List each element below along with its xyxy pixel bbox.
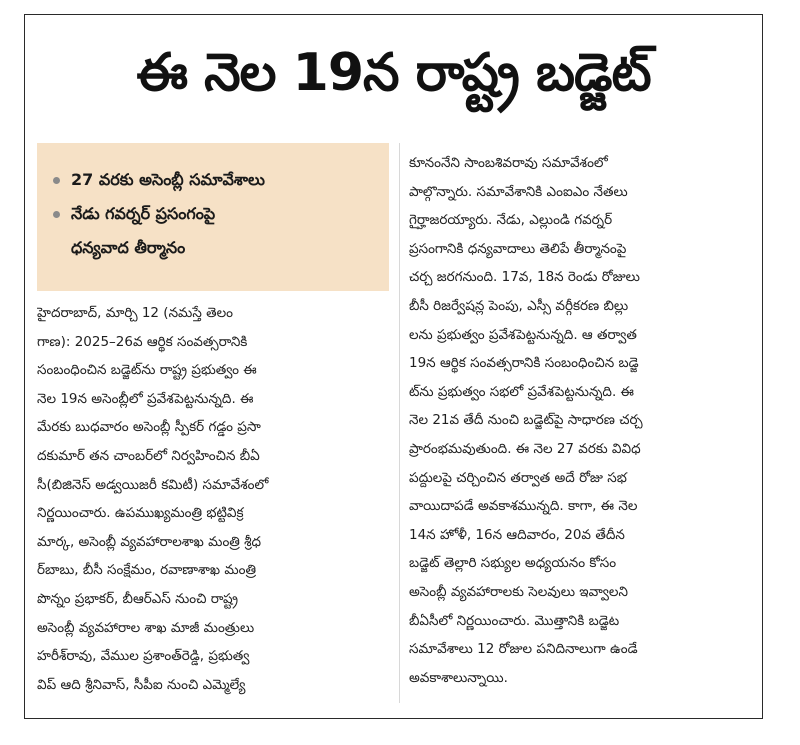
highlight-text: ధన్యవాద తీర్మానం [71, 238, 186, 257]
body-line: సీ(బిజినెస్ అడ్వయిజరీ కమిటీ) సమావేశంలో [37, 476, 269, 493]
body-line: ర్‌బాబు, బీసీ సంక్షేమం, రవాణాశాఖ మంత్రి [37, 562, 257, 579]
body-line: విప్ ఆది శ్రీనివాస్, సీపీఐ నుంచి ఎమ్మెల్యే [37, 676, 246, 693]
body-line: 19న ఆర్థిక సంవత్సరానికి సంబంధించిన బడ్జె [409, 355, 639, 372]
body-line: అసెంబ్లీ వ్యవహారాల శాఖ మాజీ మంత్రులు [37, 619, 255, 636]
body-line: బీసీ రిజర్వేషన్ల పెంపు, ఎస్సీ వర్గీకరణ బిల్లు [409, 297, 629, 314]
body-line: కూనంనేని సాంబశివరావు సమావేశంలో [409, 155, 608, 171]
body-line: 14న హోళీ, 16న ఆదివారం, 20వ తేదీన [409, 526, 625, 543]
body-column-left [37, 299, 389, 699]
body-line: పద్దులపై చర్చించిన తర్వాత అదే రోజు సభ [409, 469, 627, 486]
body-line: అవకాశాలున్నాయి. [409, 669, 508, 686]
body-line: వాయిదాపడే అవకాశమున్నది. కాగా, ఈ నెల [409, 498, 638, 515]
body-line: బడ్జెట్ తెల్లారి సభ్యుల అధ్యయనం కోసం [409, 555, 617, 572]
headline: ఈ నెల 19న రాష్ట్ర బడ్జెట్ [136, 43, 651, 103]
body-line: హైదరాబాద్, మార్చి 12 (నమస్తే తెలం [37, 305, 234, 321]
body-line: నెల 19న అసెంబ్లీలో ప్రవేశపెట్టనున్నది. ఈ [37, 390, 254, 407]
bullet-icon [53, 211, 60, 218]
body-line: బీఏసీలో నిర్ణయించారు. మొత్తానికి బడ్జెట [409, 612, 620, 629]
body-line: సమావేశాలు 12 రోజుల పనిదినాలుగా ఉండే [409, 641, 638, 658]
bullet-icon [53, 177, 60, 184]
body-line: మేరకు బుధవారం అసెంబ్లీ స్పీకర్ గడ్డం ప్రసా [37, 419, 261, 436]
body-line: సంబంధించిన బడ్జెట్‌ను రాష్ట్ర ప్రభుత్వం ఈ [37, 362, 257, 379]
news-clipping [24, 14, 763, 719]
highlights-list [51, 163, 375, 265]
body-line: అసెంబ్లీ వ్యవహారాలకు సెలవులు ఇవ్వాలని [409, 583, 628, 600]
body-line: గాణ): 2025–26వ ఆర్థిక సంవత్సరానికి [37, 333, 248, 350]
body-line: ప్రారంభమవుతుంది. ఈ నెల 27 వరకు వివిధ [409, 440, 641, 457]
body-line: ప్రసంగానికి ధన్యవాదాలు తెలిపే తీర్మానంపై [409, 240, 627, 257]
highlight-text: నేడు గవర్నర్ ప్రసంగంపై [71, 204, 216, 223]
highlights-box [37, 143, 389, 291]
body-line: పాల్గొన్నారు. సమావేశానికి ఎంఐఎం నేతలు [409, 183, 628, 200]
body-line: గైర్హాజరయ్యారు. నేడు, ఎల్లుండి గవర్నర్ [409, 212, 613, 229]
body-line: నెల 21వ తేదీ నుంచి బడ్జెట్‌పై సాధారణ చర్చ [409, 412, 643, 429]
column-divider [399, 143, 400, 703]
body-line: దకుమార్ తన చాంబర్‌లో నిర్వహించిన బీఏ [37, 447, 260, 464]
body-column-right [409, 149, 754, 692]
body-line: ట్‌ను ప్రభుత్వం సభలో ప్రవేశపెట్టనున్నది. ఈ [409, 383, 634, 400]
body-line: మార్క, అసెంబ్లీ వ్యవహారాలశాఖ మంత్రి శ్రీధ [37, 533, 262, 550]
body-line: నిర్ణయించారు. ఉపముఖ్యమంత్రి భట్టివిక్ర [37, 505, 244, 522]
highlight-item [51, 197, 375, 265]
highlight-item [51, 163, 375, 197]
body-line: చర్చ జరగనుంది. 17వ, 18న రెండు రోజులు [409, 269, 640, 286]
body-line: హరీశ్‌రావు, వేముల ప్రశాంత్‌రెడ్డి, ప్రభుత్వ [37, 648, 250, 665]
body-line: లను ప్రభుత్వం ప్రవేశపెట్టనున్నది. ఆ తర్వాత [409, 326, 637, 343]
body-line: పొన్నం ప్రభాకర్, బీఆర్‌ఎస్ నుంచి రాష్ట్ర [37, 590, 239, 607]
highlight-text: 27 వరకు అసెంబ్లీ సమావేశాలు [71, 170, 265, 189]
